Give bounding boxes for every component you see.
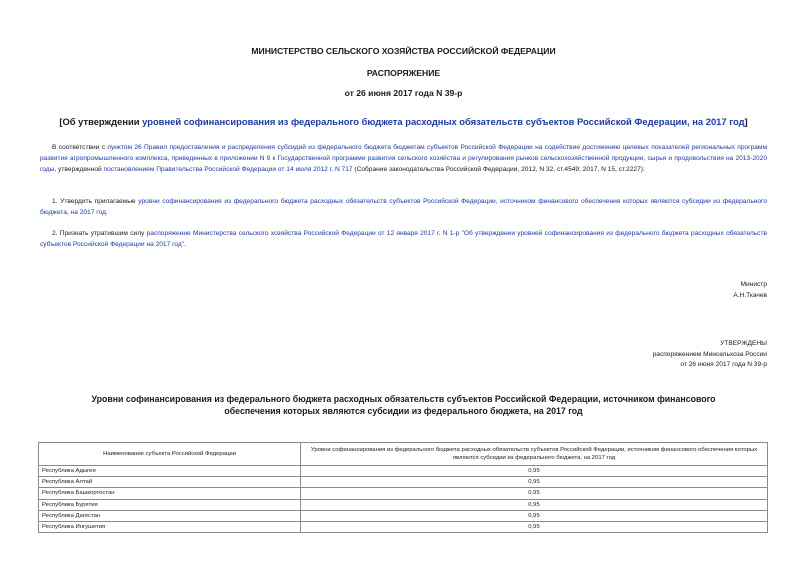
value-cell: 0,95 bbox=[301, 466, 768, 477]
item-2-link[interactable]: распоряжение Министерства сельского хозяйства Российской Федерации от 12 января 2017 г. N 1-р "Об утверждении уровней софинансирования из федерального бюджета расходных обязательств субъектов Российской Федерации на 2017 год" bbox=[40, 230, 768, 248]
table-row bbox=[39, 466, 768, 477]
table-row bbox=[39, 488, 768, 499]
region-cell: Республика Башкортостан bbox=[39, 488, 301, 499]
approval-line-1: УТВЕРЖДЕНЫ bbox=[720, 340, 767, 347]
signature-position: Министр bbox=[740, 281, 767, 288]
signature-block bbox=[733, 280, 767, 301]
item-2-text: 2. Признать утратившим силу bbox=[52, 230, 147, 237]
signature-name: А.Н.Ткачев bbox=[733, 291, 767, 299]
item-1-link[interactable]: уровни софинансирования из федерального бюджета расходных обязательств субъектов Российской Федерации, источником финансового обеспечения которых являются субсидии из федерального бюджета, на 2017 год bbox=[40, 198, 767, 216]
document-type: РАСПОРЯЖЕНИЕ bbox=[366, 68, 441, 78]
preamble-text-1: В соответствии с bbox=[52, 144, 108, 151]
item-1-paragraph bbox=[40, 197, 767, 219]
preamble-paragraph bbox=[40, 143, 767, 175]
region-cell: Республика Дагестан bbox=[39, 510, 301, 521]
approval-line-3: от 26 июня 2017 года N 39-р bbox=[680, 361, 767, 369]
cofinancing-table bbox=[38, 442, 768, 533]
ministry-heading: МИНИСТЕРСТВО СЕЛЬСКОГО ХОЗЯЙСТВА РОССИЙСКОЙ ФЕДЕРАЦИИ bbox=[251, 46, 556, 56]
value-cell: 0,95 bbox=[301, 510, 768, 521]
table-row bbox=[39, 477, 768, 488]
approval-block bbox=[653, 339, 767, 371]
region-cell: Республика Алтай bbox=[39, 477, 301, 488]
preamble-link-resolution[interactable]: постановлением Правительства Российской Федерации от 14 июля 2012 г. N 717 bbox=[103, 165, 353, 173]
table-row bbox=[39, 510, 768, 521]
item-1-text: 1. Утвердить прилагаемые bbox=[52, 198, 139, 205]
document-title bbox=[40, 116, 767, 127]
title-open: [Об утверждении bbox=[59, 116, 143, 127]
table-row bbox=[39, 521, 768, 532]
value-cell: 0,95 bbox=[301, 499, 768, 510]
value-cell: 0,95 bbox=[301, 521, 768, 532]
preamble-link-rules[interactable]: пунктом 26 Правил предоставления и распределения субсидий из федерального бюджета бюджетам субъектов Российской Федерации на содействие достижению целевых показателей региональных программ развития агропромышленного комплекса, приведенных в приложении N 9 к Государственной программе развития сельского хозяйства и регулирования рынков сельскохозяйственной продукции, сырья и продовольствия на 2013-2020 годы bbox=[40, 144, 767, 173]
approval-line-2: распоряжением Минсельхоза России bbox=[652, 350, 767, 358]
region-cell: Республика Бурятия bbox=[39, 499, 301, 510]
value-cell: 0,95 bbox=[301, 477, 768, 488]
column-header-level: Уровни софинансирования из федерального бюджета расходных обязательств субъектов Российской Федерации, источником финансового обеспечения которых являются субсидии из федерального бюджета, на 2017 год bbox=[301, 443, 768, 466]
item-2-end: . bbox=[184, 240, 186, 248]
column-header-region: Наименование субъекта Российской Федерации bbox=[39, 443, 301, 466]
preamble-text-3: (Собрание законодательства Российской Федерации, 2012, N 32, ст.4549; 2017, N 15, ст.2227): bbox=[352, 165, 645, 173]
title-close: ] bbox=[744, 116, 748, 127]
annex-title: Уровни софинансирования из федерального бюджета расходных обязательств субъектов Российской Федерации, источником финансового обеспечения которых являются субсидии из федерального бюджета, на 2017 год bbox=[91, 394, 716, 416]
table-row bbox=[39, 499, 768, 510]
preamble-text-2: , утвержденной bbox=[54, 165, 104, 173]
item-2-paragraph bbox=[40, 229, 767, 251]
title-link[interactable]: уровней софинансирования из федерального бюджета расходных обязательств субъектов Российской Федерации, на 2017 год bbox=[142, 116, 745, 127]
table-header-row bbox=[39, 443, 768, 466]
item-1-end: . bbox=[105, 208, 108, 216]
document-date-number: от 26 июня 2017 года N 39-р bbox=[344, 88, 463, 98]
region-cell: Республика Ингушетия bbox=[39, 521, 301, 532]
region-cell: Республика Адыгея bbox=[39, 466, 301, 477]
value-cell: 0,95 bbox=[301, 488, 768, 499]
